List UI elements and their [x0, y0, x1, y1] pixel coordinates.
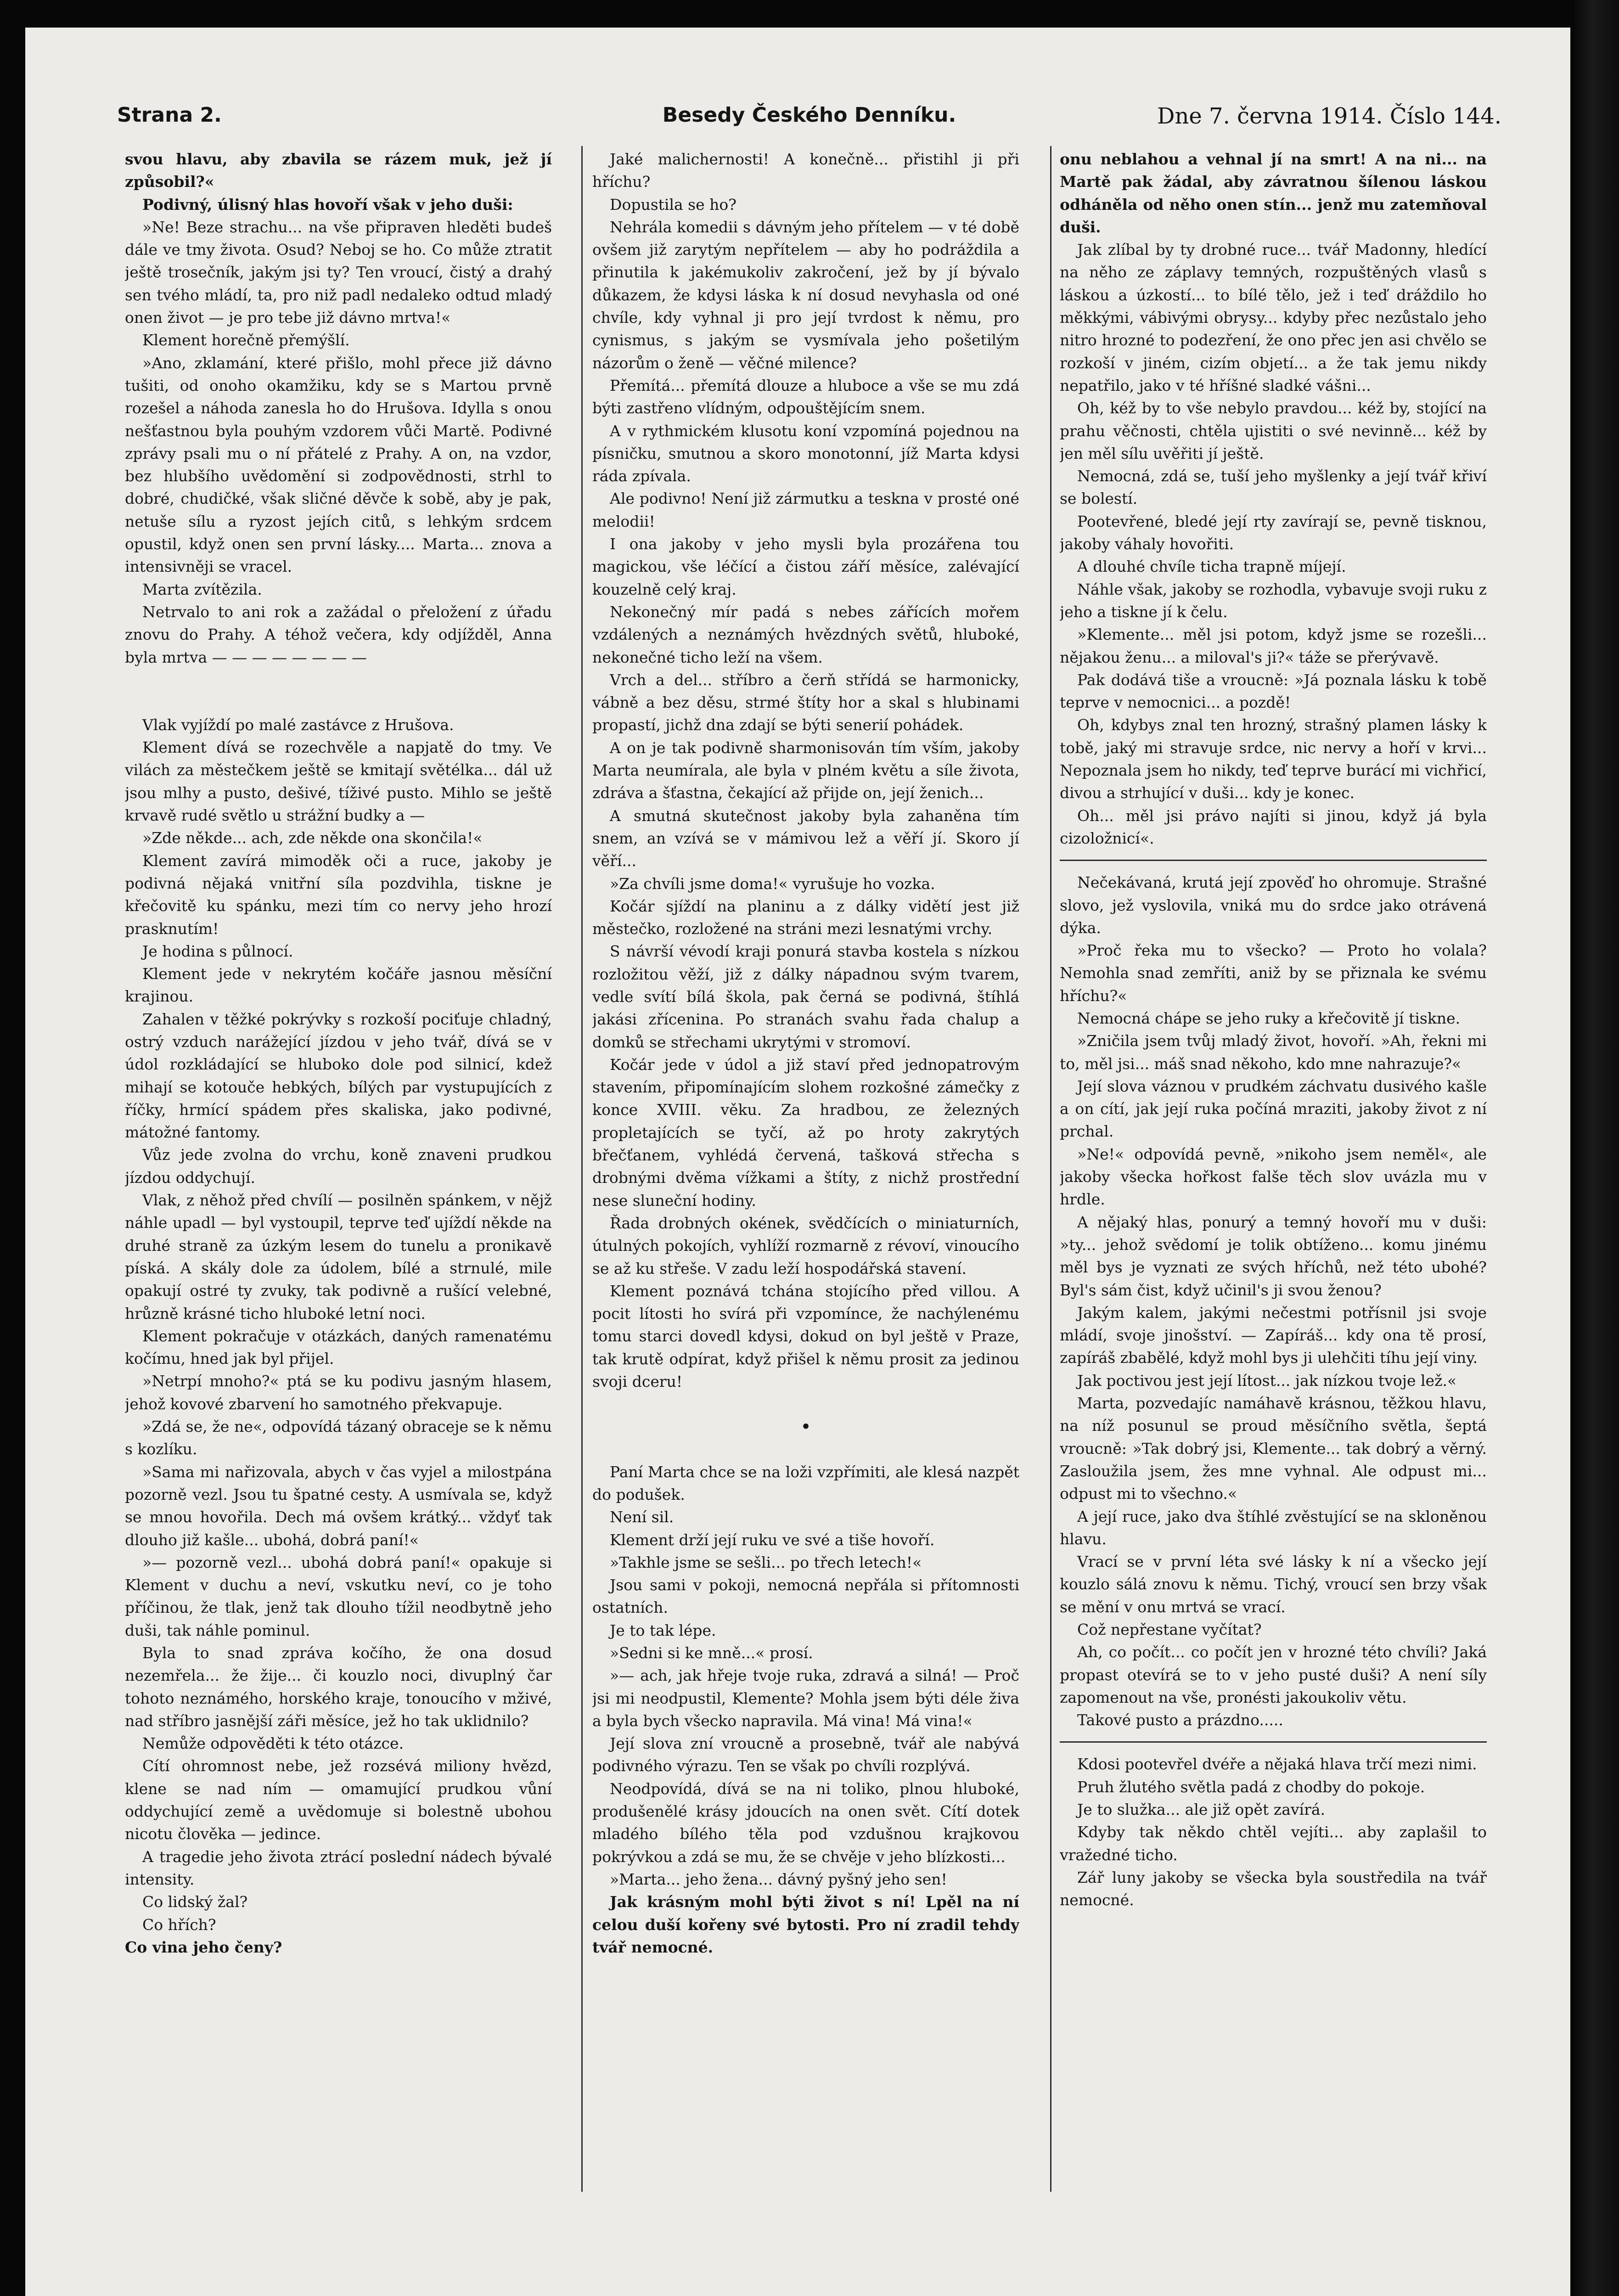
paragraph: Což nepřestane vyčítat?	[1077, 1621, 1262, 1638]
paragraph: Ale podivno! Není již zármutku a teskna v prosté oné melodii!	[592, 490, 1019, 530]
paragraph: Pruh žlutého světla padá z chodby do pokoje.	[1077, 1778, 1425, 1796]
paragraph: Klement zavírá mimoděk oči a ruce, jakoby je podivná nějaká vnitřní síla pozdvihla, tiskne je křečovitě ku spánku, mezi tím co nervy jeho hrozí prasknutím!	[125, 851, 552, 938]
paragraph: »Klemente... měl jsi potom, když jsme se rozešli... nějakou ženu... a miloval's ji?« táže se přerývavě.	[1060, 625, 1487, 666]
section-rule	[1060, 1741, 1487, 1743]
paragraph: A on je tak podivně sharmonisován tím vším, jakoby Marta neumírala, ale byla v plném květu a síle života, zdráva a šťastna, čekající až přijde on, její ženich...	[592, 738, 1019, 802]
paragraph: »Zničila jsem tvůj mladý život, hovoří. »Ah, řekni mi to, měl jsi... máš snad někoho, kdo mne nahrazuje?«	[1060, 1032, 1487, 1073]
paragraph: Marta, pozvedajíc namáhavě krásnou, těžkou hlavu, na níž posunul se proud měsíčního světla, šeptá vroucně: »Tak dobrý jsi, Klemente... tak dobrý a věrný. Zasloužila jsem, žes mne vyhnal. Ale odpust mi... odpust mi to všechno.«	[1060, 1394, 1487, 1503]
paragraph: Vlak vyjíždí po malé zastávce z Hrušova.	[142, 715, 454, 734]
paragraph: »— ach, jak hřeje tvoje ruka, zdravá a silná! — Proč jsi mi neodpustil, Klemente? Mohla jsem býti déle živa a byla bych všecko napravila. Má vina! Má vina!«	[592, 1666, 1019, 1730]
paragraph: A nějaký hlas, ponurý a temný hovoří mu v duši: »ty... jehož svědomí je tolik obtíženo... komu jinému měl bys je vyznati ze svých hříchů, než této ubohé? Byl's sám čist, když učinil's ji svou ženou?	[1060, 1213, 1487, 1299]
paragraph: Vůz jede zvolna do vrchu, koně znaveni prudkou jízdou oddychují.	[125, 1146, 552, 1187]
paragraph: »Ano, zklamání, které přišlo, mohl přece již dávno tušiti, od onoho okamžiku, kdy se s Martou prvně rozešel a náhoda zanesla ho do Hrušova. Idylla s onou nešťastnou byla pouhým vzdorem vůči Martě. Podivné zprávy psali mu o ní přátelé z Prahy. A on, na vzdor, bez hlubšího uvědomění si zodpovědnosti, strhl to dobré, chudičké, však sličné děvče k sobě, aby je pak, netuše sílu a ryzost jejích citů, s lehkým srdcem opustil, když onen sen první lásky.... Marta... znova a intensivněji se vracel.	[125, 354, 552, 576]
paragraph: Jak krásným mohl býti život s ní! Lpěl na ní celou duší kořeny své bytosti. Pro ní zradil tehdy tvář nemocné.	[592, 1893, 1019, 1956]
paragraph: Přemítá... přemítá dlouze a hluboce a vše se mu zdá býti zastřeno vlídným, odpouštějícím snem.	[592, 376, 1019, 417]
paragraph: »Marta... jeho žena... dávný pyšný jeho sen!	[610, 1870, 947, 1888]
paragraph: Pak dodává tiše a vroucně: »Já poznala lásku k tobě teprve v nemocnici... a pozdě!	[1060, 670, 1487, 712]
paragraph: Paní Marta chce se na loži vzpřímiti, ale klesá nazpět do podušek.	[592, 1463, 1019, 1503]
text-column-2	[592, 148, 1019, 2184]
paragraph: Jsou sami v pokoji, nemocná nepřála si přítomnosti ostatních.	[592, 1576, 1019, 1617]
paragraph: Klement drží její ruku ve své a tiše hovoří.	[610, 1531, 935, 1549]
paragraph: Klement dívá se rozechvěle a napjatě do tmy. Ve vilách za městečkem ještě se kmitají světélka... dál už jsou mlhy a pusto, dešivé, tíživé pusto. Mihlo se ještě krvavě rudé světlo u strážní budky a —	[125, 738, 552, 825]
paragraph: A v rythmickém klusotu koní vzpomíná pojednou na písničku, smutnou a skoro monotonní, jíž Marta kdysi ráda zpívala.	[592, 422, 1019, 485]
paragraph: Co lidský žal?	[142, 1893, 248, 1911]
paragraph: Kočár jede v údol a již staví před jednopatrovým stavením, připomínajícím slohem rozkošné zámečky z konce XVIII. věku. Za hradbou, ze železných propletajících se tyčí, až po hroty zakrytých břečťanem, vyhlédá červená, tašková střecha s drobnými dvěma vížkami a štíty, z nichž prostřední nese sluneční hodiny.	[592, 1055, 1019, 1210]
paragraph: Podivný, úlisný hlas hovoří však v jeho duši:	[142, 195, 513, 214]
paragraph: Nemocná, zdá se, tuší jeho myšlenky a její tvář křiví se bolestí.	[1060, 467, 1487, 508]
paragraph: Nečekávaná, krutá její zpověď ho ohromuje. Strašné slovo, jež vyslovila, vniká mu do srdce jako otrávená dýka.	[1060, 873, 1487, 937]
paragraph: Klement horečně přemýšlí.	[142, 331, 350, 349]
paragraph: »Proč řeka mu to všecko? — Proto ho volala? Nemohla snad zemříti, aniž by se přiznala ke svému hříchu?«	[1060, 941, 1487, 1005]
paragraph: Pootevřené, bledé její rty zavírají se, pevně tisknou, jakoby váhaly hovořiti.	[1060, 512, 1487, 553]
paragraph: Není sil.	[610, 1508, 674, 1526]
paragraph: Zář luny jakoby se všecka byla soustředila na tvář nemocné.	[1060, 1868, 1487, 1909]
paragraph: »Ne! Beze strachu... na vše připraven hleděti budeš dále ve tmy života. Osud? Neboj se ho. Co může ztratit ještě trosečník, jakým jsi ty? Ten vroucí, čistý a drahý sen tvého mládí, ta, pro niž padl nedaleko odtud mladý onen život — je pro tebe již dávno mrtva!«	[125, 218, 552, 327]
paragraph: Řada drobných okének, svědčících o miniaturních, útulných pokojích, vyhlíží rozmarně z révoví, vinoucího se až ku střeše. V zadu leží hospodářská stavení.	[592, 1214, 1019, 1277]
page-header	[117, 103, 1501, 131]
section-rule	[1060, 860, 1487, 861]
paragraph: »Sedni si ke mně...« prosí.	[610, 1644, 813, 1662]
paragraph: »Ne!« odpovídá pevně, »nikoho jsem neměl«, ale jakoby všecka hořkost falše těch slov uvázla mu v hrdle.	[1060, 1145, 1487, 1209]
paragraph-spacer	[125, 669, 552, 714]
paragraph: Neodpovídá, dívá se na ni toliko, plnou hluboké, produšenělé krásy jdoucích na onen svět. Cítí dotek mladého bílého těla pod vzdušnou krajkovou pokrývkou a zdá se mu, že se chvěje v jeho blízkosti...	[592, 1779, 1019, 1866]
paragraph: Byla to snad zpráva kočího, že ona dosud nezemřela... že žije... či kouzlo noci, divuplný čar tohoto neznámého, horského kraje, tonoucího v mživé, nad stříbro jasnější záři měsíce, jež ho tak uklidnilo?	[125, 1644, 552, 1730]
paragraph: Klement jede v nekrytém kočáře jasnou měsíční krajinou.	[125, 965, 552, 1006]
paragraph: Je to tak lépe.	[610, 1621, 716, 1639]
paragraph: I ona jakoby v jeho mysli byla prozářena tou magickou, vše léčící a čistou září měsíce, zalévající kouzelně celý kraj.	[592, 535, 1019, 598]
paragraph: Jaké malichernosti! A konečně... přistihl ji při hříchu?	[592, 150, 1019, 191]
paragraph: Ah, co počít... co počít jen v hrozné této chvíli? Jaká propast otevírá se to v jeho pusté duši? A není síly zapomenout na vše, pronésti jakoukoliv větu.	[1060, 1643, 1487, 1706]
paragraph: Nemůže odpověděti k této otázce.	[142, 1734, 404, 1753]
paragraph: A dlouhé chvíle ticha trapně míjejí.	[1077, 557, 1346, 576]
paragraph: Kdosi pootevřel dvéře a nějaká hlava trčí mezi nimi.	[1077, 1755, 1477, 1773]
paragraph: »Takhle jsme se sešli... po třech letech!«	[610, 1553, 922, 1571]
paragraph: »— pozorně vezl... ubohá dobrá paní!« opakuje si Klement v duchu a neví, vskutku neví, co je toho příčinou, že tlak, jenž tak dlouho tížil neodbytně jeho duši, tak náhle pominul.	[125, 1553, 552, 1639]
page-number: Strana 2.	[117, 103, 222, 127]
paragraph: S návrší vévodí kraji ponurá stavba kostela s nízkou rozložitou věží, již z dálky nápadnou svým tvarem, vedle svítí bílá škola, pak černá se podivná, štíhlá jakási zřícenina. Po stranách svahu řada chalup a domků se střechami ukrytými v stromoví.	[592, 942, 1019, 1051]
paragraph: Klement pokračuje v otázkách, daných ramenatému kočímu, hned jak byl přijel.	[125, 1327, 552, 1368]
paragraph: Nekonečný mír padá s nebes zářících mořem vzdálených a neznámých hvězdných světů, hluboké, nekonečné ticho leží na všem.	[592, 602, 1019, 666]
paragraph: Kdyby tak někdo chtěl vejíti... aby zaplašil to vražedné ticho.	[1060, 1823, 1487, 1864]
text-column-1	[125, 148, 552, 2184]
column-divider	[1050, 146, 1051, 2192]
paragraph: Její slova zní vroucně a prosebně, tvář ale nabývá podivného výrazu. Ten se však po chvíli rozplývá.	[592, 1734, 1019, 1775]
column-divider	[581, 146, 583, 2192]
paragraph: Oh... měl jsi právo najíti si jinou, když já byla cizoložnicí«.	[1060, 806, 1487, 847]
paragraph: Oh, kéž by to vše nebylo pravdou... kéž by, stojící na prahu věčnosti, chtěla ujistiti o své nevinně... kéž by jen měl sílu uvěřiti jí ještě.	[1060, 399, 1487, 462]
paragraph: Takové pusto a prázdno.....	[1077, 1711, 1283, 1729]
paragraph: Oh, kdybys znal ten hrozný, strašný plamen lásky k tobě, jaký mi stravuje srdce, nic nervy a hoří v krvi... Nepoznala jsem ho nikdy, teď teprve burácí mi vichřicí, divou a strhující v duši... kdy je konec.	[1060, 716, 1487, 802]
paragraph: Jakým kalem, jakými nečestmi potřísnil jsi svoje mládí, svoje jinošství. — Zapíráš... kdy ona tě prosí, zapíráš zbabělé, když mohl bys ji ulehčiti tíhu její viny.	[1060, 1303, 1487, 1367]
paragraph: »Zde někde... ach, zde někde ona skončila!«	[142, 829, 483, 847]
paragraph: »Zdá se, že ne«, odpovídá tázaný obraceje se k němu s kozlíku.	[125, 1418, 552, 1458]
paragraph: »Netrpí mnoho?« ptá se ku podivu jasným hlasem, jehož kovové zbarvení ho samotného překvapuje.	[125, 1372, 552, 1413]
paragraph: Vrací se v první léta své lásky k ní a všecko její kouzlo sálá znovu k němu. Tichý, vroucí sen brzy však se mění v onu mrtvá se vrací.	[1060, 1553, 1487, 1616]
paragraph: Kočár sjíždí na planinu a z dálky vidětí jest již městečko, rozložené na stráni mezi lesnatými vrchy.	[592, 897, 1019, 938]
paragraph: Dopustila se ho?	[610, 195, 736, 214]
paragraph: A tragedie jeho života ztrácí poslední nádech bývalé intensity.	[125, 1847, 552, 1888]
paragraph: Co vina jeho čeny?	[125, 1938, 282, 1956]
newspaper-title: Besedy Českého Denníku.	[662, 103, 956, 127]
text-column-3	[1060, 148, 1487, 2184]
paragraph: Jak zlíbal by ty drobné ruce... tvář Madonny, hledící na něho ze záplavy temných, rozpuštěných vlasů s láskou a úzkostí... to bílé tělo, jež i teď dráždilo ho měkkými, vábivými obrysy... kdyby přec nezůstalo jeho nitro hrozné to podezření, že ono přec jen asi chvělo se rozkoší v jiném, cizím objetí... a že tak jemu nikdy nepatřilo, jako v té hříšné sladké vášni...	[1060, 241, 1487, 394]
issue-date: Dne 7. června 1914. Číslo 144.	[1157, 103, 1501, 129]
paragraph: Jak poctivou jest její lítost... jak nízkou tvoje lež.«	[1077, 1371, 1457, 1390]
paragraph-spacer	[592, 1393, 1019, 1415]
paragraph: »Sama mi nařizovala, abych v čas vyjel a milostpána pozorně vezl. Jsou tu špatné cesty. A usmívala se, když se mnou hovořila. Dech má ovšem krátký... vždyť tak dlouho již kašle... ubohá, dobrá paní!«	[125, 1463, 552, 1549]
scan-edge	[1575, 0, 1619, 2296]
paragraph: Marta zvítězila.	[142, 580, 262, 598]
paragraph-spacer	[592, 1438, 1019, 1461]
paragraph: Netrvalo to ani rok a zažádal o přeložení z úřadu znovu do Prahy. A téhož večera, kdy odjížděl, Anna byla mrtva — — — — — — — —	[125, 602, 552, 666]
paragraph: A její ruce, jako dva štíhlé zvěstující se na skloněnou hlavu.	[1060, 1507, 1487, 1548]
paragraph: Je to služka... ale již opět zavírá.	[1077, 1801, 1326, 1819]
section-mark: •	[801, 1418, 811, 1436]
paragraph: Vrch a del... stříbro a čerň střídá se harmonicky, vábně a bez děsu, strmé štíty hor a skal s hlubinami propastí, jichž dna zdají se býti senerií pohádek.	[592, 670, 1019, 734]
paragraph: Náhle však, jakoby se rozhodla, vybavuje svoji ruku z jeho a tiskne jí k čelu.	[1060, 580, 1487, 621]
paragraph: »Za chvíli jsme doma!« vyrušuje ho vozka.	[610, 874, 935, 893]
paragraph: Co hřích?	[142, 1915, 216, 1934]
paragraph: Je hodina s půlnocí.	[142, 942, 293, 960]
paragraph: svou hlavu, aby zbavila se rázem muk, jež jí způsobil?«	[125, 150, 552, 191]
paragraph: Nehrála komedii s dávným jeho přítelem — v té době ovšem již zarytým nepřítelem — aby ho podráždila a přinutila k jakémukoliv zakročení, jež by jí bývalo důkazem, že kdysi láska k ní dosud nevyhasla od oné chvíle, kdy vyhnal ji pro její tvrdost k němu, pro cynismus, s jakým se vysmívala jeho pošetilým názorům o ženě — věčné milence?	[592, 218, 1019, 372]
paragraph: A smutná skutečnost jakoby byla zahaněna tím snem, an vzívá se v mámivou lež a věří jí. Skoro jí věří...	[592, 806, 1019, 870]
paragraph: Nemocná chápe se jeho ruky a křečovitě jí tiskne.	[1077, 1009, 1461, 1027]
paragraph: Zahalen v těžké pokrývky s rozkoší pociťuje chladný, ostrý vzduch narážející jízdou v jeho tvář, dívá se v údol rozkládající se hluboko dole pod silnicí, kdež mihají se kotouče hebkých, bílých par vystupujících z říčky, hrmící spádem přes skaliska, jako podivné, mátožné fantomy.	[125, 1010, 552, 1142]
paragraph: Cítí ohromnost nebe, jež rozsévá miliony hvězd, klene se nad ním — omamující prudkou vůní oddychující země a uvědomuje si bolestně ubohou nicotu člověka — jedince.	[125, 1757, 552, 1843]
paragraph: Její slova váznou v prudkém záchvatu dusivého kašle a on cítí, jak její ruka počíná mraziti, jakoby život z ní prchal.	[1060, 1077, 1487, 1141]
paragraph: Klement poznává tchána stojícího před villou. A pocit lítosti ho svírá při vzpomínce, že nachýlenému tomu starci dovedl kdysi, dokud on byl ještě v Praze, tak krutě odpírat, když přišel k němu prosit za jedinou svoji dceru!	[592, 1282, 1019, 1391]
paragraph: Vlak, z něhož před chvílí — posilněn spánkem, v nějž náhle upadl — byl vystoupil, teprve teď ujíždí někde na druhé straně za úzkým lesem do tunelu a pronikavě píská. A skály dole za údolem, bílé a strnulé, mile opakují ostré ty zvuky, tak podivně a rušící velebné, hrůzně krásné ticho hluboké letní noci.	[125, 1191, 552, 1322]
paragraph: onu neblahou a vehnal jí na smrt! A na ni... na Martě pak žádal, aby závratnou šílenou láskou odháněla od něho onen stín... jenž mu zatemňoval duši.	[1060, 150, 1487, 236]
